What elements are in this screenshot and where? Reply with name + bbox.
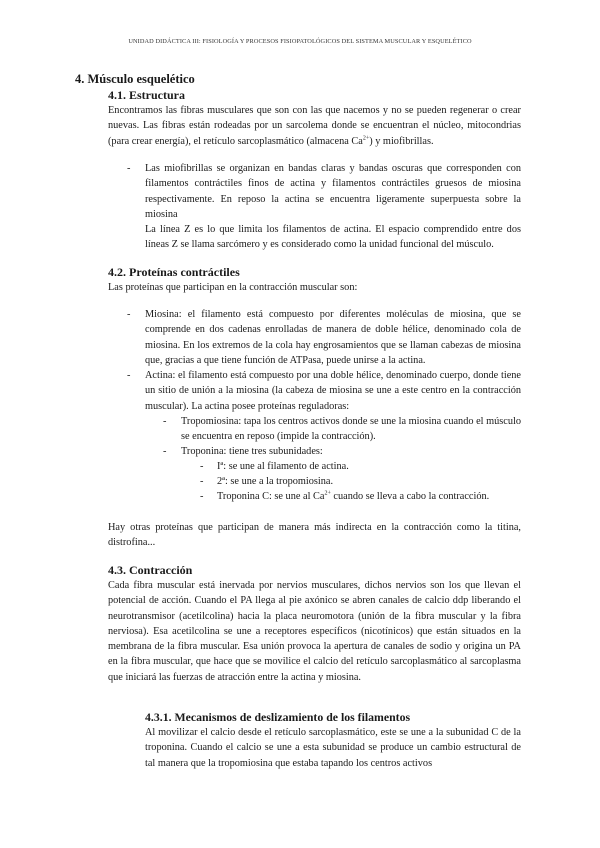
bullet-dash: - — [200, 461, 204, 472]
bullet-dash: - — [200, 476, 204, 487]
troponina-subunit-1: Iª: se une al filamento de actina. — [217, 461, 349, 472]
bullet-dash: - — [127, 370, 131, 381]
deslizamiento-paragraph: Al movilizar el calcio desde el retículo sarcoplasmático, este se une a la subunidad C de la troponina. Cuando el calcio se une a esta subunidad se produce un cambio estructural de tal manera que la tropomiosina que estaba tapando los centros activos — [145, 727, 521, 769]
calcium-charge: 2+ — [362, 135, 370, 142]
linea-z-paragraph: La línea Z es lo que limita los filamentos de actina. El espacio comprendido entre dos líneas Z se llama sarcómero y es considerado como la unidad funcional del músculo. — [145, 224, 521, 251]
subsection-title-proteinas: 4.2. Proteínas contráctiles — [108, 265, 240, 279]
miosina-bullet: Miosina: el filamento está compuesto por diferentes moléculas de miosina, que se comprende en dos cadenas enrolladas de manera de doble hélice, denominado cola de miosina. En los extremos de la cola hay engrosamientos que se llaman cabezas de miosina que, gracias a que tiene función de ATPasa, puede unirse a la actina. — [145, 309, 521, 366]
subsubsection-title-deslizamiento: 4.3.1. Mecanismos de deslizamiento de los filamentos — [145, 710, 411, 724]
estructura-intro-tail: ) y miofibrillas. — [369, 135, 434, 147]
miofibrillas-bullet: Las miofibrillas se organizan en bandas claras y bandas oscuras que corresponden con filamentos contráctiles finos de actina y filamentos contráctiles gruesos de miosina respectivamente. En reposo la actina se encuentra ligeramente superpuesta sobre la miosina — [145, 163, 521, 220]
calcium-charge: 2+ — [324, 490, 331, 497]
troponina-subunit-2: 2ª: se une a la tropomiosina. — [217, 476, 334, 487]
subsection-title-estructura: 4.1. Estructura — [108, 88, 185, 102]
bullet-dash: - — [127, 163, 131, 174]
bullet-dash: - — [127, 309, 131, 320]
troponina-c-text: Troponina C: se une al Ca — [217, 491, 325, 502]
bullet-dash: - — [163, 446, 167, 457]
running-header: UNIDAD DIDÁCTICA III: FISIOLOGÍA Y PROCESOS FISIOPATOLÓGICOS DEL SISTEMA MUSCULAR Y ESQUELÉTICO — [128, 38, 472, 45]
troponina-bullet: Troponina: tiene tres subunidades: — [181, 446, 323, 457]
contraccion-paragraph: Cada fibra muscular está inervada por nervios musculares, dichos nervios son los que llevan el potencial de acción. Cuando el PA llega al pie axónico se abren canales de calcio ddp liberando el neurotransmisor (acetilcolina) hacia la placa neuromotora (unión de la fibra muscular y la fibra nerviosa). Esa acetilcolina se une a receptores específicos (nicotínicos) que están situados en la membrana de la fibra muscular. Esa unión provoca la apertura de canales de sodio y origina un PA en la fibra muscular, que hace que se movilice el calcio del retículo sarcoplasmático al sarcoplasma que iniciará las fuerzas de atracción entre la actina y miosina. — [108, 580, 521, 683]
troponina-subunit-3 — [217, 489, 489, 504]
actina-bullet: Actina: el filamento está compuesto por una doble hélice, denominado cuerpo, donde tiene un sitio de unión a la miosina (la cabeza de miosina se une a este centro en la contracción muscular). La actina posee proteínas reguladoras: — [145, 370, 521, 412]
tropomiosina-bullet: Tropomiosina: tapa los centros activos donde se une la miosina cuando el músculo se encuentra en reposo (impide la contracción). — [181, 416, 521, 443]
proteinas-intro: Las proteínas que participan en la contracción muscular son: — [108, 282, 358, 293]
section-title-musculo-esqueletico: 4. Músculo esquelético — [75, 72, 195, 86]
bullet-dash: - — [163, 416, 167, 427]
estructura-intro-paragraph — [108, 103, 521, 149]
estructura-intro-text: Encontramos las fibras musculares que son con las que nacemos y no se pueden regenerar o crear nuevas. Las fibras están rodeadas por un sarcolema donde se encuentran el núcleo, mitocondrias (para crear energía), el retículo sarcoplasmático (almacena Ca — [108, 105, 521, 147]
bullet-dash: - — [200, 491, 204, 502]
troponina-c-tail: cuando se lleva a cabo la contracción. — [330, 491, 490, 502]
otras-proteinas-paragraph: Hay otras proteínas que participan de manera más indirecta en la contracción como la titina, distrofina... — [108, 522, 521, 549]
subsection-title-contraccion: 4.3. Contracción — [108, 563, 193, 577]
